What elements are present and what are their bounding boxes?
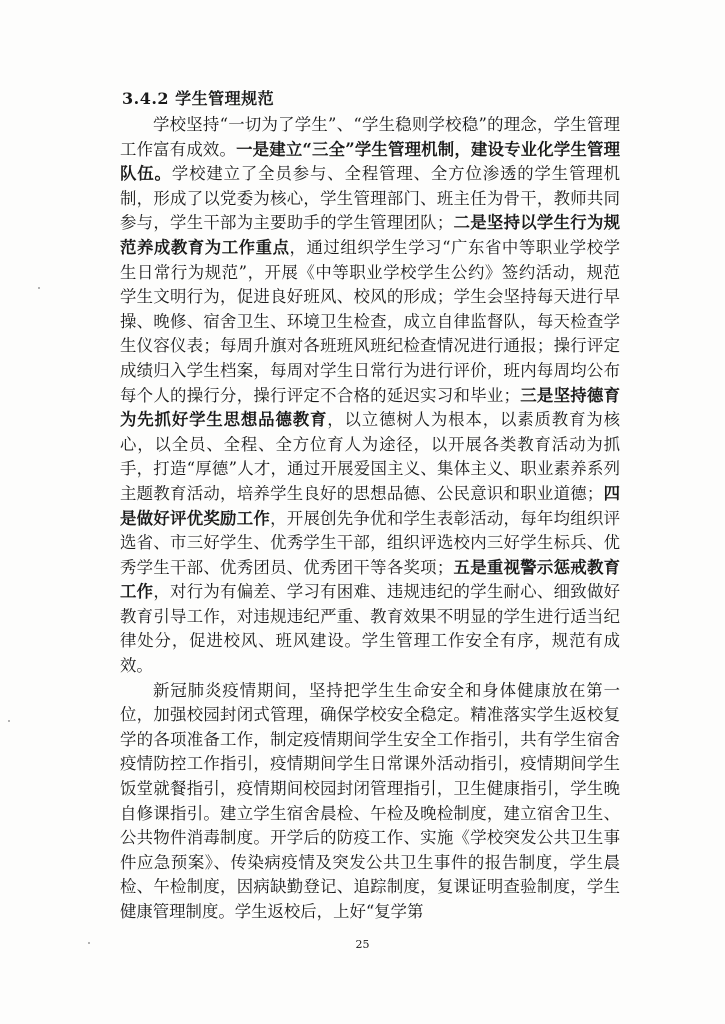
section-heading: 3.4.2 学生管理规范 — [122, 89, 275, 108]
scan-speck — [88, 942, 90, 944]
text-segment: 学校坚持“一切为了学生”、“学生稳则学校稳”的理念，学生管理工作富有成效。 — [120, 115, 620, 159]
text-segment: ，以立德树人为根本，以素质教育为核心，以全员、全程、全方位育人为途径，以开展各类教育活动为抓手，打造“厚德”人才，通过开展爱国主义、集体主义、职业素养系列主题教育活动，培养学生良好的思想品德、公民意识和职业道德； — [120, 410, 621, 503]
body-text — [120, 113, 620, 925]
text-segment: 新冠肺炎疫情期间，坚持把学生生命安全和身体健康放在第一位，加强校园封闭式管理，确保学校安全稳定。精准落实学生返校复学的各项准备工作，制定疫情期间学生安全工作指引，共有学生宿舍疫情防控工作指引，疫情期间学生日常课外活动指引，疫情期间学生饭堂就餐指引，疫情期间校园封闭管理指引，卫生健康指引，学生晚自修课指引。建立学生宿舍晨检、午检及晚检制度，建立宿舍卫生、公共物件消毒制度。开学后的防疫工作、实施《学校突发公共卫生事件应急预案》、传染病疫情及突发公共卫生事件的报告制度，学生晨检、午检制度，因病缺勤登记、追踪制度，复课证明查验制度，学生健康管理制度。学生返校后，上好“复学第 — [120, 680, 620, 921]
bold-point-4: 四是做好评优奖励工作 — [120, 483, 621, 528]
bold-point-3: 三是坚持德育为先抓好学生思想品德教育 — [120, 385, 621, 430]
text-segment: ，对行为有偏差、学习有困难、违规违纪的学生耐心、细致做好教育引导工作，对违规违纪严重、教育效果不明显的学生进行适当纪律处分，促进校风、班风建设。学生管理工作安全有序，规范有成效。 — [120, 582, 621, 676]
bold-point-5: 五是重视警示惩戒教育工作 — [120, 557, 621, 602]
paragraph-2 — [120, 679, 620, 925]
scan-speck — [8, 720, 10, 722]
text-segment: ，开展创先争优和学生表彰活动，每年均组织评选省、市三好学生、优秀学生干部，组织评选校内三好学生标兵、优秀学生干部、优秀团员、优秀团干等各奖项； — [120, 508, 621, 577]
page-number: 25 — [355, 938, 370, 951]
bold-point-2: 二是坚持以学生行为规范养成教育为工作重点 — [120, 213, 621, 257]
text-segment: 学校建立了全员参与、全程管理、全方位渗透的学生管理机制，形成了以党委为核心，学生管理部门、班主任为骨干，教师共同参与，学生干部为主要助手的学生管理团队； — [120, 164, 621, 233]
scan-speck — [38, 287, 40, 289]
paragraph-1 — [120, 113, 620, 679]
bold-point-1: 一是建立“三全”学生管理机制，建设专业化学生管理队伍。 — [120, 139, 620, 184]
text-segment: ，通过组织学生学习“广东省中等职业学校学生日常行为规范”，开展《中等职业学校学生公约》签约活动，规范学生文明行为，促进良好班风、校风的形成；学生会坚持每天进行早操、晚修、宿舍卫生、环境卫生检查，成立自律监督队，每天检查学生仪容仪表；每周升旗对各班班风班纪检查情况进行通报；操行评定成绩归入学生档案，每周对学生日常行为进行评价，班内每周均公布每个人的操行分，操行评定不合格的延迟实习和毕业； — [120, 237, 620, 405]
